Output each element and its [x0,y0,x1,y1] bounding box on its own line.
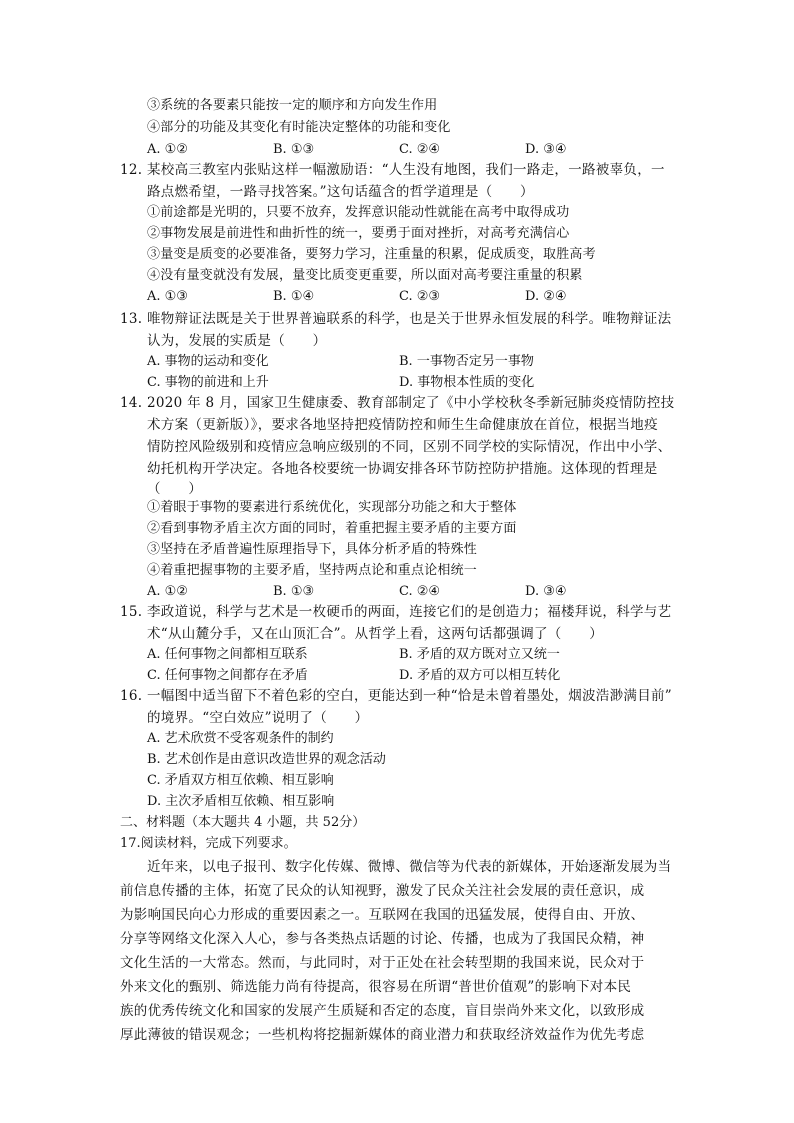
q16-option-d[interactable]: D. 主次矛盾相互依赖、相互影响 [147,794,335,809]
q14-stem-text: 2020 年 8 月，国家卫生健康委、教育部制定了《中小学校秋冬季新冠肺炎疫情防控技 [147,395,675,411]
q16-stem-line1 [120,685,672,707]
q14-option-c[interactable]: C. ②④ [399,584,441,599]
q13-stem-text: 唯物辩证法既是关于世界普遍联系的科学，也是关于世界永恒发展的科学。唯物辩证法 [147,311,672,327]
q15-option-a[interactable]: A. 任何事物之间都相互联系 [147,647,308,662]
q15-number: 15. [120,604,143,620]
q14-stem-line1 [120,392,674,414]
q16-number: 16. [120,688,143,704]
q13-number: 13. [120,311,143,327]
q12-option-d[interactable]: D. ②④ [525,289,567,304]
q12-number: 12. [120,162,143,178]
section-heading: 二、材料题（本大题共 4 小题，共 52分） [120,815,366,830]
q13-stem-line1 [120,308,671,330]
q14-stem-line3: 情防控风险级别和疫情应急响应级别的不同，区别不同学校的实际情况，作出中小学、 [147,439,672,455]
q14-option-d[interactable]: D. ③④ [525,584,567,599]
q12-statement-4: ④没有量变就没有发展，量变比质变更重要，所以面对高考要注重量的积累 [147,268,583,283]
q16-stem-text: 一幅图中适当留下不着色彩的空白，更能达到一种“恰是未曾着墨处，烟波浩渺满目前” [147,688,673,704]
q14-stem-line5: （ ） [147,481,203,497]
q16-stem-line2: 的境界。“空白效应”说明了（ ） [147,710,369,726]
material-line-7: 族的优秀传统文化和国家的发展产生质疑和否定的态度，盲目崇尚外来文化，以致形成 [120,1003,645,1019]
material-line-3: 为影响国民向心力形成的重要因素之一。互联网在我国的迅猛发展，使得自由、开放、 [120,907,645,923]
q12-statement-1: ①前途都是光明的，只要不放弃，发挥意识能动性就能在高考中取得成功 [147,205,570,220]
q11-option-c[interactable]: C. ②④ [399,142,441,157]
q14-option-a[interactable]: A. ①② [147,584,188,599]
material-line-6: 外来文化的甄别、筛选能力尚有待提高，很容易在所谓“普世价值观”的影响下对本民 [120,979,632,995]
q15-option-c[interactable]: C. 任何事物之间都存在矛盾 [147,668,308,683]
q14-statement-2: ②看到事物矛盾主次方面的同时，着重把握主要矛盾的主要方面 [147,521,517,536]
q16-option-c[interactable]: C. 矛盾双方相互依赖、相互影响 [147,773,334,788]
q11-option-d[interactable]: D. ③④ [525,142,567,157]
q14-statement-1: ①着眼于事物的要素进行系统优化，实现部分功能之和大于整体 [147,500,517,515]
material-line-5: 文化生活的一大常态。然而，与此同时，对于正处在社会转型期的我国来说，民众对于 [120,955,645,971]
q16-option-a[interactable]: A. 艺术欣赏不受客观条件的制约 [147,731,334,746]
q12-stem-text: 某校高三教室内张贴这样一幅激励语：“人生没有地图，我们一路走，一路被辜负，一 [147,162,665,178]
q11-statement-4: ④部分的功能及其变化有时能决定整体的功能和变化 [147,120,451,135]
q11-option-b[interactable]: B. ①③ [273,142,315,157]
q15-option-b[interactable]: B. 矛盾的双方既对立又统一 [399,647,560,662]
q11-option-a[interactable]: A. ①② [147,142,188,157]
material-line-4: 分享等网络文化深入人心，参与各类热点话题的讨论、传播，也成为了我国民众精，神 [120,931,645,947]
q12-option-a[interactable]: A. ①③ [147,289,188,304]
q14-statement-3: ③坚持在矛盾普遍性原理指导下，具体分析矛盾的特殊性 [147,542,478,557]
material-line-2: 前信息传播的主体，拓宽了民众的认知视野，激发了民众关注社会发展的责任意识，成 [120,883,645,899]
q17-title: 17.阅读材料，完成下列要求。 [120,836,297,851]
q12-option-b[interactable]: B. ①④ [273,289,315,304]
q12-stem-line2: 路点燃希望，一路寻找答案。”这句话蕴含的哲学道理是（ ） [147,184,534,200]
q13-option-a[interactable]: A. 事物的运动和变化 [147,354,269,369]
q13-option-d[interactable]: D. 事物根本性质的变化 [399,375,535,390]
material-line-1: 近年来，以电子报刊、数字化传媒、微博、微信等为代表的新媒体，开始逐渐发展为当 [147,859,672,875]
q14-stem-line4: 幼托机构开学决定。各地各校要统一协调安排各环节防控防护措施。这体现的哲理是 [147,461,658,477]
q15-stem-line2: 术“从山麓分手，又在山顶汇合”。从哲学上看，这两句话都强调了（ ） [147,626,604,642]
material-line-8: 厚此薄彼的错误观念；一些机构将挖掘新媒体的商业潜力和获取经济效益作为优先考虑 [120,1027,645,1043]
q12-statement-3: ③量变是质变的必要准备，要努力学习，注重量的积累，促成质变，取胜高考 [147,247,596,262]
q13-stem-line2: 认为，发展的实质是（ ） [147,333,327,349]
q12-statement-2: ②事物发展是前进性和曲折性的统一，要勇于面对挫折，对高考充满信心 [147,226,570,241]
q13-option-c[interactable]: C. 事物的前进和上升 [147,375,269,390]
q14-stem-line2: 术方案（更新版）》，要求各地坚持把疫情防控和师生生命健康放在首位，根据当地疫 [147,417,658,433]
q15-option-d[interactable]: D. 矛盾的双方可以相互转化 [399,668,561,683]
q16-option-b[interactable]: B. 艺术创作是由意识改造世界的观念活动 [147,752,386,767]
q12-stem-line1 [120,159,665,181]
q15-stem-text: 李政道说，科学与艺术是一枚硬币的两面，连接它们的是创造力；福楼拜说，科学与艺 [147,604,672,620]
q12-option-c[interactable]: C. ②③ [399,289,441,304]
q11-statement-3: ③系统的各要素只能按一定的顺序和方向发生作用 [147,98,438,113]
q15-stem-line1 [120,601,671,623]
q14-option-b[interactable]: B. ①③ [273,584,315,599]
q14-statement-4: ④着重把握事物的主要矛盾，坚持两点论和重点论相统一 [147,563,478,578]
q13-option-b[interactable]: B. 一事物否定另一事物 [399,354,534,369]
q14-number: 14. [120,395,143,411]
